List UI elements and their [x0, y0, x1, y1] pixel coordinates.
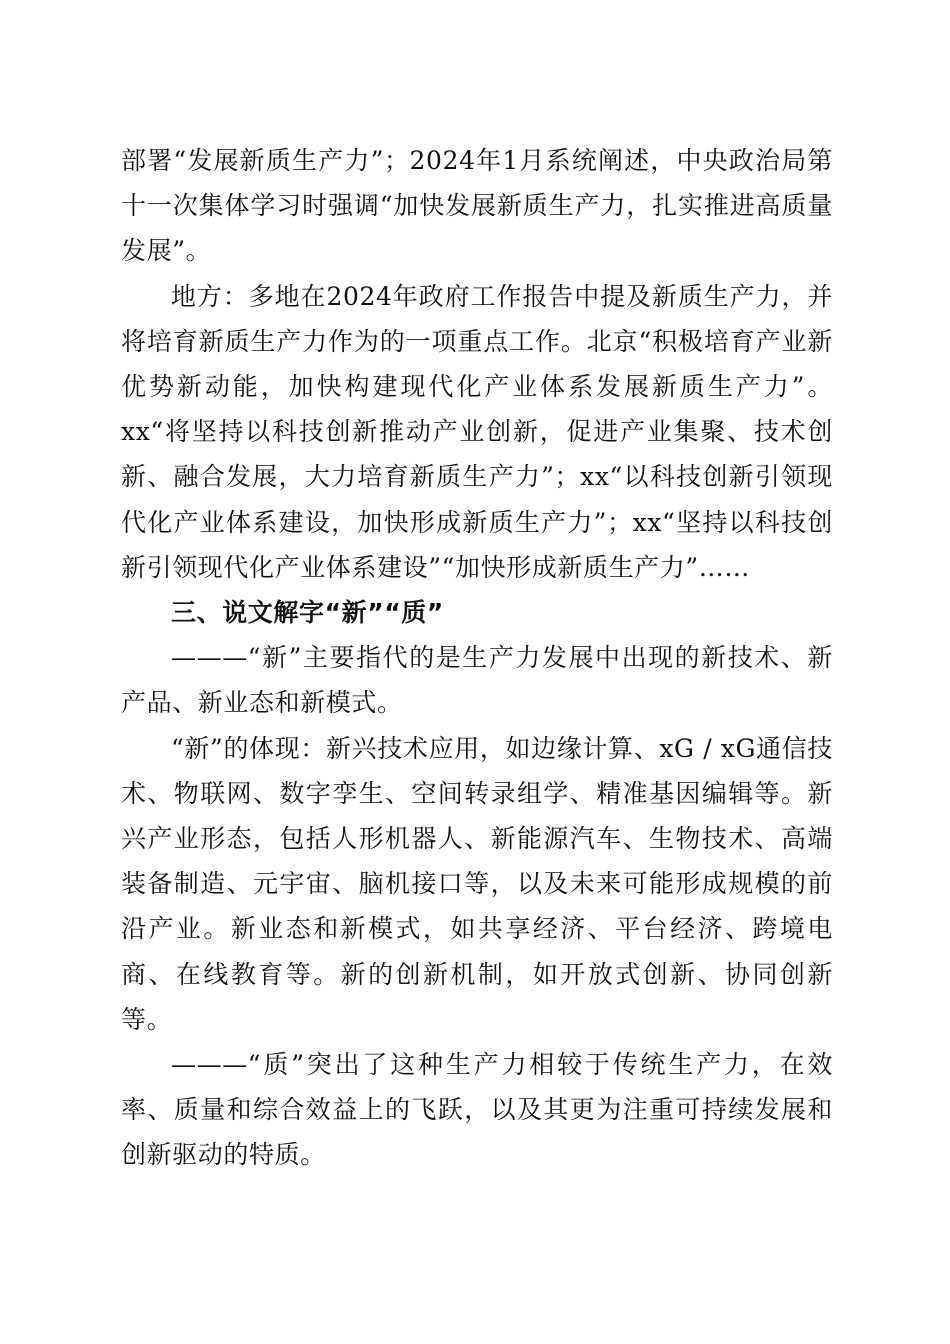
paragraph-local-governments: 地方：多地在2024年政府工作报告中提及新质生产力，并将培育新质生产力作为的一项重点工作。北京“积极培育产业新优势新动能，加快构建现代化产业体系发展新质生产力”。xx“将坚持以科技创新推动产业创新，促进产业集聚、技术创新、融合发展，大力培育新质生产力”；xx“以科技创新引领现代化产业体系建设，加快形成新质生产力”；xx“坚持以科技创新引领现代化产业体系建设”“加快形成新质生产力”……	[121, 281, 833, 582]
paragraph-central-deployment: 部署“发展新质生产力”；2024年1月系统阐述，中央政治局第十一次集体学习时强调“加快发展新质生产力，扎实推进高质量发展”。	[121, 146, 833, 266]
paragraph-quality-definition: ———“质”突出了这种生产力相较于传统生产力，在效率、质量和综合效益上的飞跃，以及其更为注重可持续发展和创新驱动的特质。	[121, 1050, 833, 1170]
document-page	[121, 138, 833, 1178]
paragraph-new-definition: ———“新”主要指代的是生产力发展中出现的新技术、新产品、新业态和新模式。	[121, 643, 833, 718]
section-heading: 三、说文解字“新”“质”	[171, 598, 444, 628]
paragraph-new-manifestations: “新”的体现：新兴技术应用，如边缘计算、xG / xG通信技术、物联网、数字孪生、空间转录组学、精准基因编辑等。新兴产业形态，包括人形机器人、新能源汽车、生物技术、高端装备制造、元宇宙、脑机接口等，以及未来可能形成规模的前沿产业。新业态和新模式，如共享经济、平台经济、跨境电商、在线教育等。新的创新机制，如开放式创新、协同创新等。	[121, 733, 833, 1034]
